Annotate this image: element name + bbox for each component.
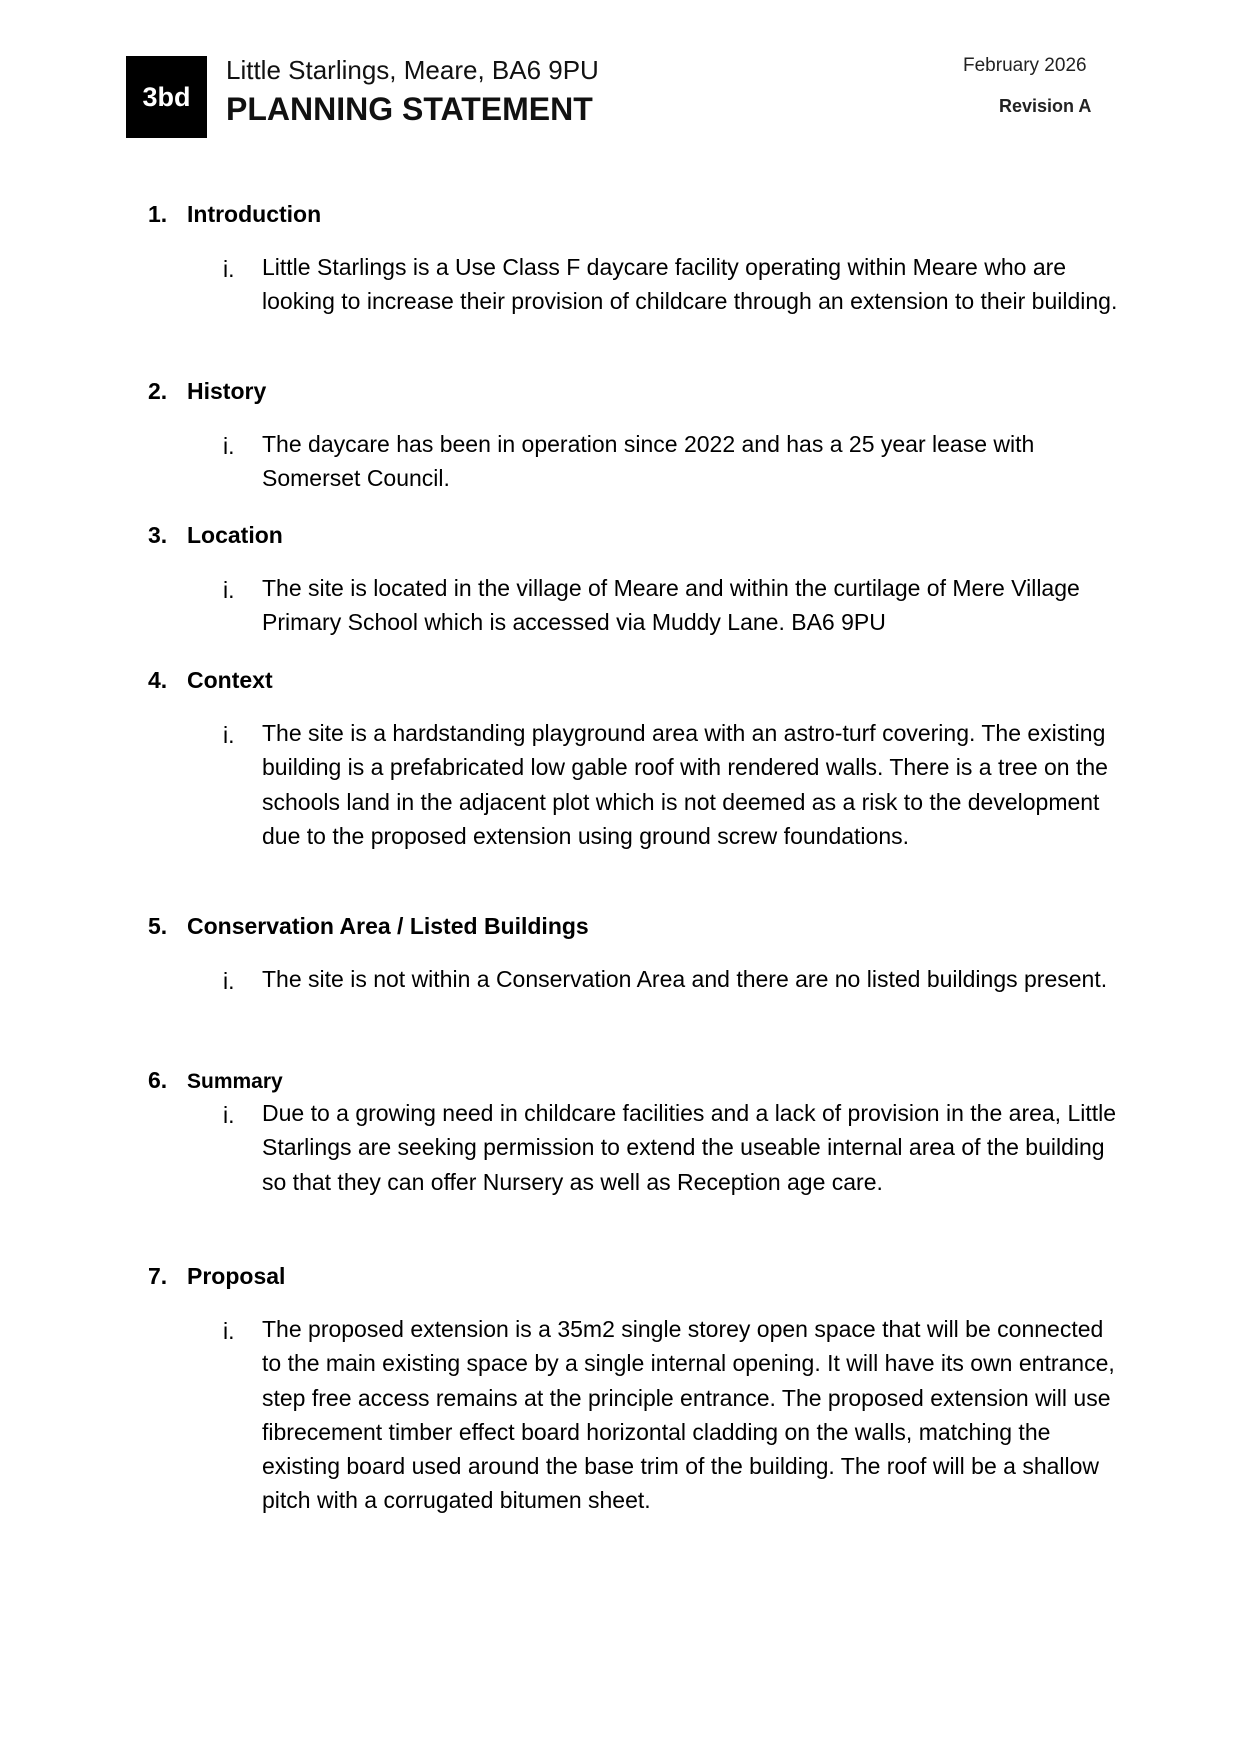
list-item-marker: i. bbox=[223, 577, 235, 603]
list-item-text: The proposed extension is a 35m2 single storey open space that will be connected to the main existing space by a single internal opening. It will have its own entrance, step free access remains at the principle entrance. The proposed extension will use fibrecement timber effect board horizontal cladding on the walls, matching the existing board used around the base trim of the building. The roof will be a shallow pitch with a corrugated bitumen sheet. bbox=[262, 1316, 1115, 1514]
list-item-marker: i. bbox=[223, 433, 235, 459]
section-heading: History bbox=[187, 378, 267, 404]
list-item-text: The site is located in the village of Meare and within the curtilage of Mere Village Primary School which is accessed via Muddy Lane. BA6 9PU bbox=[262, 575, 1080, 636]
list-item-text: The daycare has been in operation since 2022 and has a 25 year lease with Somerset Council. bbox=[262, 431, 1035, 492]
section-number: 6. bbox=[148, 1067, 168, 1093]
list-item-marker: i. bbox=[223, 1318, 235, 1344]
list-item-marker: i. bbox=[223, 1102, 235, 1128]
section-heading: Summary bbox=[187, 1070, 283, 1093]
section-heading: Introduction bbox=[187, 201, 322, 227]
section-heading: Location bbox=[187, 522, 283, 548]
list-item-text: The site is a hardstanding playground area with an astro-turf covering. The existing building is a prefabricated low gable roof with rendered walls. There is a tree on the schools land in the adjacent plot which is not deemed as a risk to the development due to the proposed extension using ground screw foundations. bbox=[262, 720, 1108, 849]
section-number: 1. bbox=[148, 201, 168, 227]
list-item-marker: i. bbox=[223, 722, 235, 748]
list-item-text: The site is not within a Conservation Area and there are no listed buildings present. bbox=[262, 966, 1108, 992]
section-heading: Context bbox=[187, 667, 273, 693]
company-logo: 3bd bbox=[126, 56, 207, 138]
list-item-text: Due to a growing need in childcare facilities and a lack of provision in the area, Little Starlings are seeking permission to extend the useable internal area of the building so that they can offer Nursery as well as Reception age care. bbox=[262, 1100, 1117, 1195]
section-number: 7. bbox=[148, 1263, 168, 1289]
section-number: 4. bbox=[148, 667, 168, 693]
section-number: 3. bbox=[148, 522, 168, 548]
list-item-marker: i. bbox=[223, 968, 235, 994]
section-number: 2. bbox=[148, 378, 168, 404]
section-heading: Proposal bbox=[187, 1263, 286, 1289]
document-title: PLANNING STATEMENT bbox=[226, 91, 593, 127]
list-item-text: Little Starlings is a Use Class F daycare facility operating within Meare who are looking to increase their provision of childcare through an extension to their building. bbox=[262, 254, 1118, 315]
site-address: Little Starlings, Meare, BA6 9PU bbox=[226, 55, 599, 85]
document-revision: Revision A bbox=[999, 96, 1092, 116]
list-item-marker: i. bbox=[223, 256, 235, 282]
document-date: February 2026 bbox=[963, 55, 1087, 76]
section-heading: Conservation Area / Listed Buildings bbox=[187, 913, 589, 939]
section-number: 5. bbox=[148, 913, 168, 939]
